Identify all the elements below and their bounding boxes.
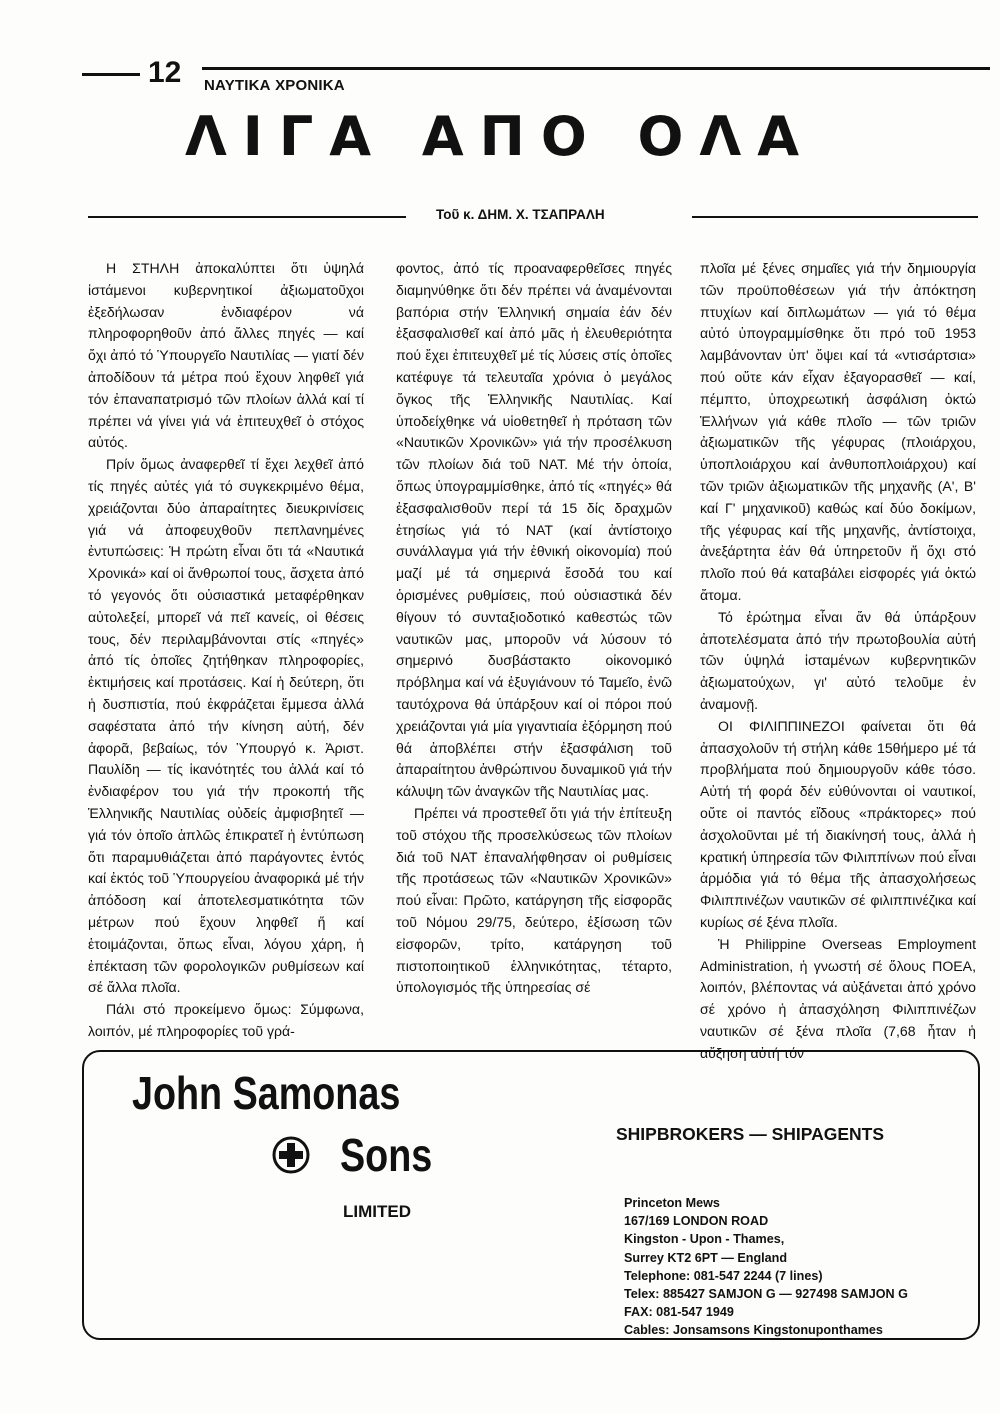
company-tagline: SHIPBROKERS — SHIPAGENTS: [616, 1124, 885, 1144]
address-line: Kingston - Upon - Thames,: [624, 1232, 785, 1247]
company-name-line1: John Samonas: [132, 1067, 401, 1119]
article-column-2: [396, 258, 672, 1038]
cables-line: Cables: Jonsamsons Kingstonuponthames: [624, 1323, 883, 1338]
paragraph: Πρέπει νά προστεθεῖ ὅτι γιά τήν ἐπίτευξη τοῦ στόχου τῆς προσελκύσεως τῶν πλοίων διά τοῦ ΝΑΤ ἐπαναλήφθησαν οἱ ρυθμίσεις τῆς προτάσεως τῶν «Ναυτικῶν Χρονικῶν» πού εἶναι: Πρῶτο, κατάργηση τῆς εἰσφορᾶς τοῦ Νόμου 29/75, δεύτερο, ἐξίσωση τῶν εἰσφορῶν, τρίτο, κατάργηση τοῦ πιστοποιητικοῦ ἑλληνικότητας, τέταρτο, ὑπολογισμός τῆς ὑπηρεσίας σέ: [396, 804, 672, 996]
fax-line: FAX: 081-547 1949: [624, 1305, 734, 1320]
article-column-3: [700, 258, 976, 1061]
header-rule-right: [202, 67, 990, 70]
company-name-line2: Sons: [340, 1129, 433, 1181]
paragraph: Ἡ Philippine Overseas Employment Administration, ἡ γνωστή σέ ὅλους ΠΟΕΑ, λοιπόν, βλέποντας νά αὐξάνεται ἀπό χρόνο σέ χρόνο ἡ ἀπασχόληση Φιλιππινέζων ναυτικῶν σέ ξένα πλοῖα (7,68 ἦταν ἡ αὔξηση αὐτή τόν: [700, 935, 976, 1061]
paragraph: ΟΙ ΦΙΛΙΠΠΙΝΕΖΟΙ φαίνεται ὅτι θά ἀπασχολοῦν τή στήλη κάθε 15θήμερο μέ τά προβλήματα πού δημιουργοῦν κάθε τόσο. Αὐτή τή φορά δέν εὐθύνονται οἱ ναυτικοί, οὔτε οἱ παντός εἴδους «πράκτορες» πού ἀσχολοῦνται μέ τή διακίνησή τους, ἀλλά ἡ κρατική ὑπηρεσία τῶν Φιλιππίνων πού εἶναι ἁρμόδια γιά τό θέμα τῆς ἀπασχολήσεως Φιλιππινέζων ναυτικῶν σέ φιλιππινέζικα καί κυρίως σέ ξένα πλοῖα.: [700, 717, 976, 930]
page-number: 12: [148, 56, 182, 89]
telex-line: Telex: 885427 SAMJON G — 927498 SAMJON G: [624, 1287, 908, 1302]
byline-rule-left: [88, 216, 406, 218]
company-address-block: [624, 1194, 908, 1340]
publication-name: ΝΑΥΤΙΚΑ ΧΡΟΝΙΚΑ: [204, 77, 345, 94]
address-line: Surrey KT2 6PT — England: [624, 1250, 788, 1265]
paragraph: φοντος, ἀπό τίς προαναφερθεῖσες πηγές διαμηνύθηκε ὅτι δέν πρέπει νά ἀναμένονται βαπόρια στήν Ἑλληνική σημαία ἐάν δέν ἐξασφαλισθεῖ καί ἀπό μᾶς ἡ ἐλευθεριότητα πού ἔχει ἐπιτευχθεῖ μέ τίς λύσεις στίς ὁποῖες κατέφυγε τά τελευταῖα χρόνια ὁ μεγάλος ὄγκος τῆς Ἑλληνικῆς Ναυτιλίας. Καί ὑποδείχθηκε νά υἱοθετηθεῖ ἡ πρόταση τῶν «Ναυτικῶν Χρονικῶν» γιά τήν προσέλκυση τῶν πλοίων διά τοῦ ΝΑΤ. Μέ τήν ὁποία, ὅπως ὑπογραμμίσθηκε, ἀπό τίς «πηγές» θά ἐξασφαλισθοῦν περί τά 15 δίς δραχμῶν ἐτησίως γιά τό ΝΑΤ (καί ἀντίστοιχο συνάλλαγμα γιά τήν ἐθνική οἰκονομία) πού μαζί μέ τά σημερινά ἔσοδά του καί ὁρισμένες ρυθμίσεις, πού οὐσιαστικά δέν θίγουν τό συνταξιοδοτικό καθεστώς τῶν ναυτικῶν μας, μποροῦν νά λύσουν τό σημερινό δυσβάστακτο οἰκονομικό πρόβλημα καί νά ἐξυγιάνουν τό Ταμεῖο, ἐνῶ ταυτόχρονα θά ὑπάρξουν καί οἱ πόροι πού χρειάζονται γιά μία γιγαντιαία ἐξόρμηση πού θά ἀποβλέπει στήν ἐξασφάλιση τοῦ ἀπαραίτητου ἀνθρώπινου δυναμικοῦ γιά τήν κάλυψη τῶν ἀναγκῶν τῆς Ναυτιλίας μας.: [396, 260, 672, 800]
telephone-line: Telephone: 081-547 2244 (7 lines): [624, 1268, 823, 1283]
paragraph: πλοῖα μέ ξένες σημαῖες γιά τήν δημιουργία τῶν προϋποθέσεων γιά τήν ἀπόκτηση πτυχίων καί διπλωμάτων — γιά τό θέμα αὐτό ὑπογραμμίσθηκε ὅτι πρό τοῦ 1953 λαμβάνονταν ὑπ' ὄψει καί τά «ντισάρτσια» πού οὔτε κάν εἶχαν ἐξαγορασθεῖ — καί, πέμπτο, ὑποχρεωτική ἀσφάλιση ὀκτώ Ἑλλήνων γιά κάθε πλοῖο — τῶν τριῶν ἀξιωματικῶν τῆς γέφυρας (πλοιάρχου, ὑποπλοιάρχου καί ἀνθυποπλοιάρχου) καί τῶν τριῶν ἀξιωματικῶν τῆς μηχανῆς (Α', Β' καί Γ' μηχανικοῦ) καθώς καί δύο δοκίμων, τῆς γέφυρας καί τῆς μηχανῆς, ἀντίστοιχα, ἀνεξάρτητα ἐάν θά ὑπηρετοῦν ἤ ὄχι στό πλοῖο πού θά καταβάλει εἰσφορές γιά ὀκτώ ἄτομα.: [700, 260, 976, 603]
article-column-1: [88, 258, 364, 1038]
article-title: ΛΙΓΑ ΑΠΟ ΟΛΑ: [184, 105, 816, 168]
paragraph: Τό ἐρώτημα εἶναι ἄν θά ὑπάρξουν ἀποτελέσματα ἀπό τήν πρωτοβουλία αὐτή τῶν ὑψηλά ἱσταμένων κυβερνητικῶν ἀξιωματούχων, γι' αὐτό τελοῦμε ἐν ἀναμονῇ.: [700, 608, 976, 712]
paragraph: Η ΣΤΗΛΗ ἀποκαλύπτει ὅτι ὑψηλά ἱστάμενοι κυβερνητικοί ἀξιωματοῦχοι ἐξεδήλωσαν ἐνδιαφέρον νά πληροφορηθοῦν ἀπό ἄλλες πηγές — καί ὄχι ἀπό τό Ὑπουργεῖο Ναυτιλίας — γιατί δέν ἀποδίδουν τά μέτρα πού ἔχουν ληφθεῖ γιά τόν ἐπαναπατρισμό τῶν πλοίων ἀλλά καί τί πρέπει νά γίνει γιά νά ἐπιτευχθεῖ ὁ στόχος αὐτός.: [88, 260, 364, 451]
byline-row: [88, 205, 978, 229]
plus-cross-icon: [272, 1136, 310, 1174]
company-limited: LIMITED: [343, 1202, 411, 1221]
header-rule-left: [82, 73, 140, 76]
advertisement-box: [82, 1050, 980, 1340]
paragraph: Πάλι στό προκείμενο ὅμως: Σύμφωνα, λοιπόν, μέ πληροφορίες τοῦ γρά-: [88, 1001, 364, 1039]
address-line: Princeton Mews: [624, 1196, 720, 1210]
byline-rule-right: [692, 216, 978, 218]
paragraph: Πρίν ὅμως ἀναφερθεῖ τί ἔχει λεχθεῖ ἀπό τίς πηγές αὐτές γιά τό συγκεκριμένο θέμα, χρειάζονται δύο ἀπαραίτητες διευκρινίσεις γιά νά ἀποφευχθοῦν πεπλανημένες ἐντυπώσεις: Ἡ πρώτη εἶναι ὅτι τά «Ναυτικά Χρονικά» καί οἱ ἄνθρωποί τους, ἄσχετα ἀπό τό γεγονός ὅτι οὐσιαστικά μεταφέρθηκαν αὐτολεξεί, μπορεῖ νά πεῖ κανείς, οἱ θέσεις τους, δέν περιλαμβάνονται στίς «πηγές» ἀπό τίς ὁποῖες ζητήθηκαν πληροφορίες, ἐκτιμήσεις καί προτάσεις. Καί ἡ δεύτερη, ὅτι ἡ δυσπιστία, πού ἐκφράζεται ἔμμεσα ἀλλά σαφέστατα ἀπό τήν κίνηση αὐτή, δέν ἀφορᾶ, βεβαίως, τόν Ὑπουργό κ. Ἀριστ. Παυλίδη — τίς ἱκανότητές του ἀλλά καί τό ἐνδιαφέρον του γιά τήν προκοπή τῆς Ἑλληνικῆς Ναυτιλίας οὐδείς ἀμφισβητεῖ — γιά τόν ὁποῖο ἁπλῶς ἐπικρατεῖ ἡ ἐντύπωση ὅτι παραμυθιάζεται ἀπό παράγοντες ἐντός καί ἐκτός τοῦ Ὑπουργείου ἀναφορικά μέ τήν ἀπόδοση καί ἀποτελεσματικότητα τῶν μέτρων πού ἔχουν ληφθεῖ ἤ καί ἑτοιμάζονται, ὅπως εἶναι, λόγου χάρη, ἡ ἐπέκταση τῶν φορολογικῶν ρυθμίσεων καί σέ ἄλλα πλοῖα.: [88, 456, 364, 996]
address-line: 167/169 LONDON ROAD: [624, 1214, 769, 1229]
article-byline: Τοῦ κ. ΔΗΜ. Χ. ΤΣΑΠΡΑΛΗ: [436, 207, 605, 222]
